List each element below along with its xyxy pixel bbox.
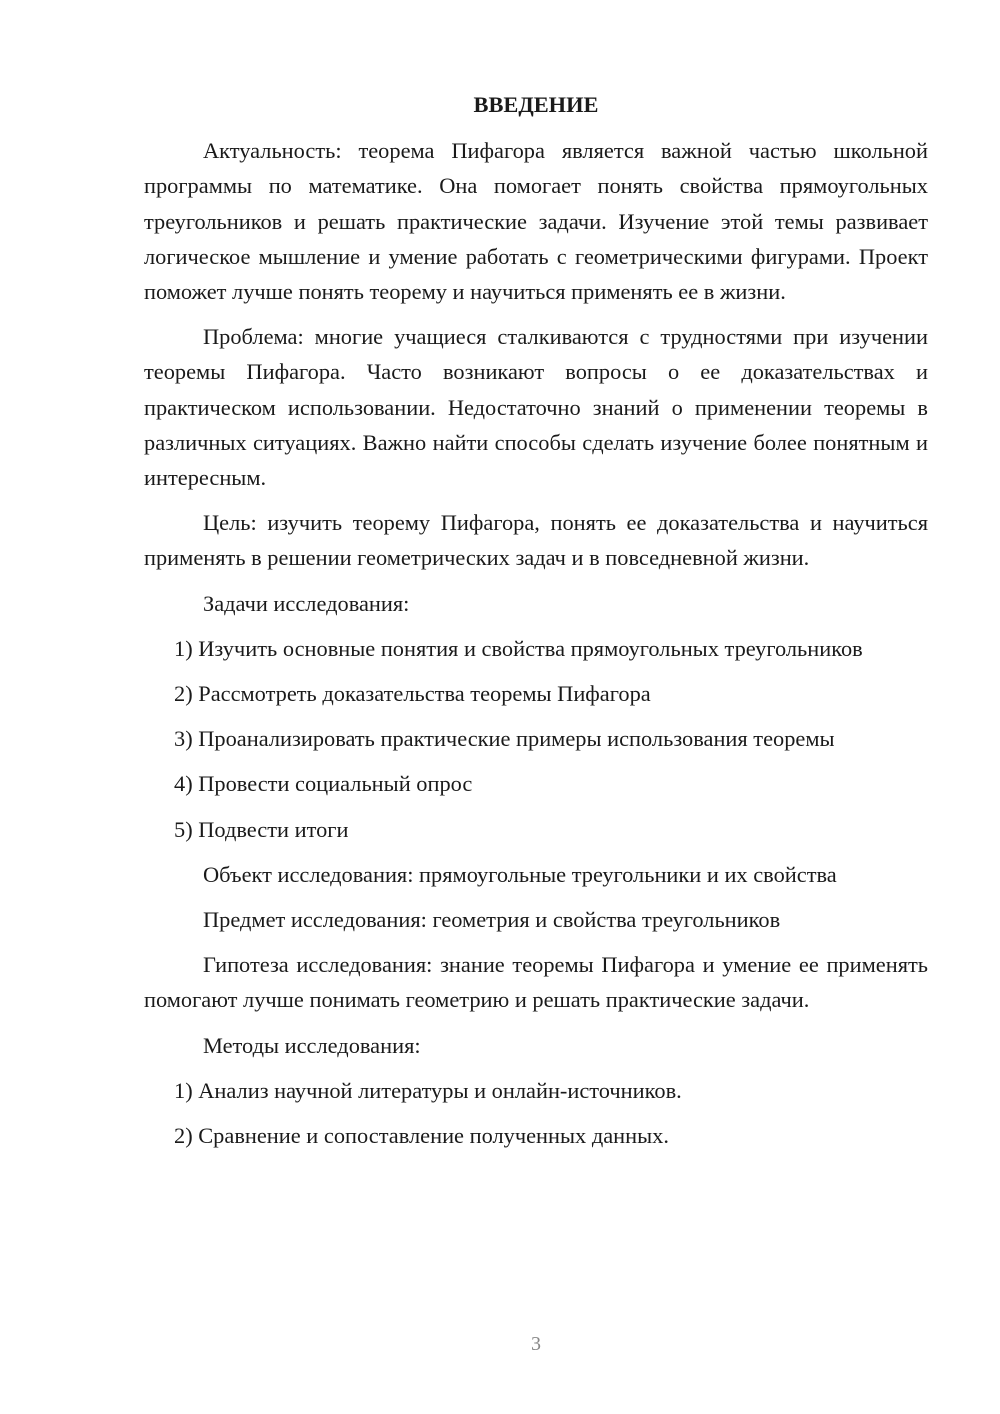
research-object: Объект исследования: прямоугольные треугольники и их свойства — [203, 861, 837, 887]
hypothesis-paragraph: Гипотеза исследования: знание теоремы Пифагора и умение ее применять помогают лучше понимать геометрию и решать практические задачи. — [144, 952, 928, 1013]
task-item-4: 4) Провести социальный опрос — [174, 771, 473, 797]
section-title: ВВЕДЕНИЕ — [473, 92, 599, 117]
task-item-3: 3) Проанализировать практические примеры использования теоремы — [174, 726, 835, 752]
tasks-heading: Задачи исследования: — [203, 590, 410, 616]
methods-heading: Методы исследования: — [203, 1032, 421, 1058]
method-item-2: 2) Сравнение и сопоставление полученных данных. — [174, 1123, 669, 1148]
page-content — [144, 90, 928, 1163]
task-item-1: 1) Изучить основные понятия и свойства прямоугольных треугольников — [174, 635, 863, 661]
task-item-2: 2) Рассмотреть доказательства теоремы Пифагора — [174, 680, 651, 706]
research-subject: Предмет исследования: геометрия и свойства треугольников — [203, 906, 781, 932]
problem-paragraph: Проблема: многие учащиеся сталкиваются с трудностями при изучении теоремы Пифагора. Часто возникают вопросы о ее доказательствах и практическом использовании. Недостаточно знаний о применении теоремы в различных ситуациях. Важно найти способы сделать изучение более понятным и интересным. — [144, 324, 928, 490]
page-number: 3 — [531, 1333, 541, 1355]
relevance-paragraph: Актуальность: теорема Пифагора является важной частью школьной программы по математике. Она помогает понять свойства прямоугольных треугольников и решать практические задачи. Изучение этой темы развивает логическое мышление и умение работать с геометрическими фигурами. Проект поможет лучше понять теорему и научиться применять ее в жизни. — [144, 138, 928, 304]
method-item-1: 1) Анализ научной литературы и онлайн-источников. — [174, 1077, 682, 1103]
task-item-5: 5) Подвести итоги — [174, 816, 349, 842]
goal-paragraph: Цель: изучить теорему Пифагора, понять ее доказательства и научиться применять в решении геометрических задач и в повседневной жизни. — [144, 510, 928, 571]
